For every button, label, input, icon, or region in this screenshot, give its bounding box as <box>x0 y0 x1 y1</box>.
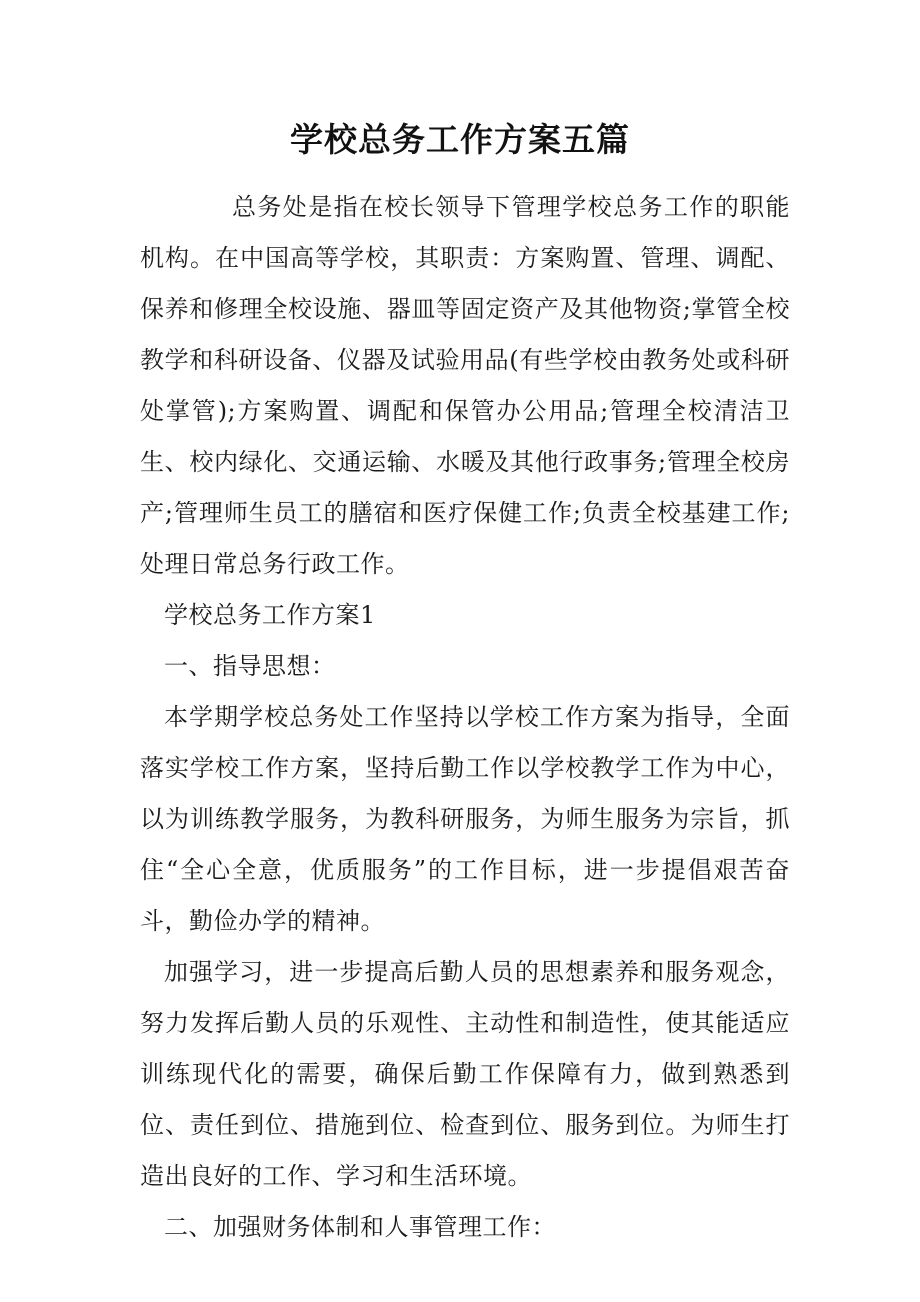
intro-paragraph: 总务处是指在校长领导下管理学校总务工作的职能机构。在中国高等学校，其职责：方案购置、管理、调配、保养和修理全校设施、器皿等固定资产及其他物资;掌管全校教学和科研设备、仪器及试验用品(有些学校由教务处或科研处掌管);方案购置、调配和保管办公用品;管理全校清洁卫生、校内绿化、交通运输、水暖及其他行政事务;管理全校房产;管理师生员工的膳宿和医疗保健工作;负责全校基建工作;处理日常总务行政工作。 <box>140 193 790 578</box>
document-title: 学校总务工作方案五篇 <box>290 120 630 159</box>
section-heading-plan-1: 学校总务工作方案1 <box>164 601 376 629</box>
guiding-ideology-paragraph: 本学期学校总务处工作坚持以学校工作方案为指导，全面落实学校工作方案，坚持后勤工作以学校教学工作为中心，以为训练教学服务，为教科研服务，为师生服务为宗旨，抓住“全心全意，优质服务”的工作目标，进一步提倡艰苦奋斗，勤俭办学的精神。 <box>140 703 790 935</box>
document-body <box>140 182 790 1253</box>
section-heading-finance: 二、加强财务体制和人事管理工作： <box>164 1213 556 1241</box>
study-paragraph: 加强学习，进一步提高后勤人员的思想素养和服务观念，努力发挥后勤人员的乐观性、主动性和制造性，使其能适应训练现代化的需要，确保后勤工作保障有力，做到熟悉到位、责任到位、措施到位、检查到位、服务到位。为师生打造出良好的工作、学习和生活环境。 <box>140 958 790 1190</box>
section-heading-guiding-ideology: 一、指导思想： <box>164 652 336 680</box>
